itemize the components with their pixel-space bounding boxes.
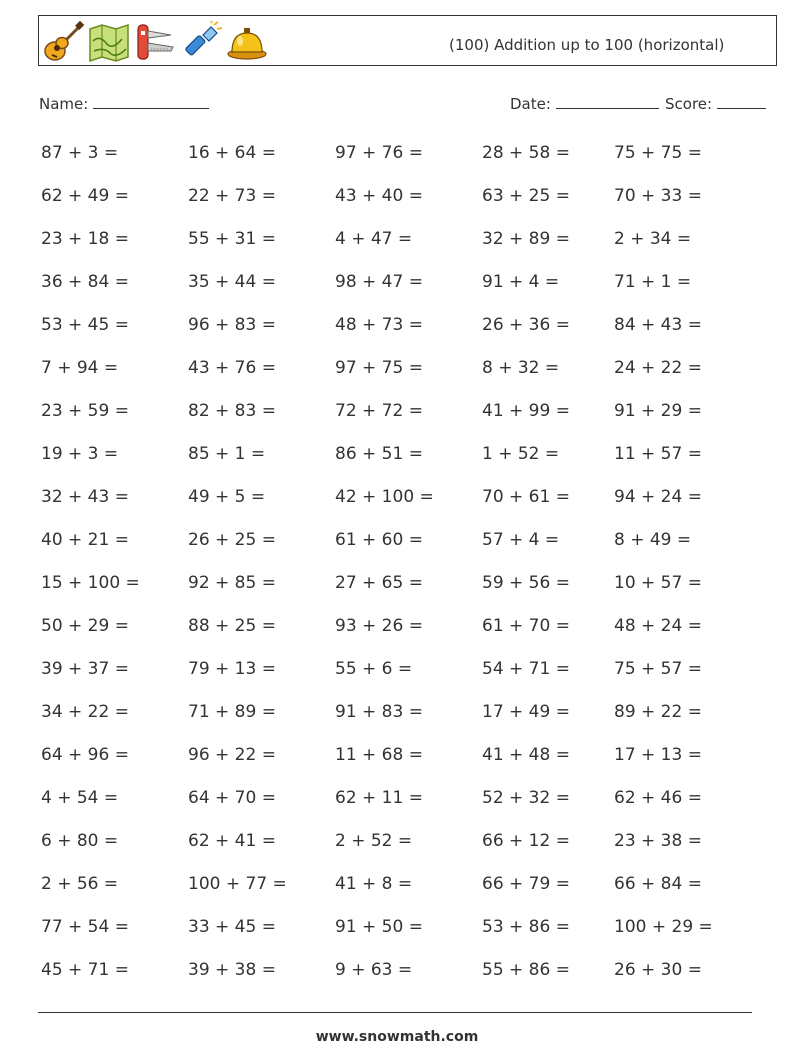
problem-item: 64 + 70 =	[188, 788, 276, 808]
problem-item: 96 + 22 =	[188, 745, 276, 765]
problem-item: 54 + 71 =	[482, 659, 570, 679]
problem-item: 24 + 22 =	[614, 358, 702, 378]
problem-item: 8 + 49 =	[614, 530, 692, 550]
problem-item: 98 + 47 =	[335, 272, 423, 292]
problem-item: 61 + 60 =	[335, 530, 423, 550]
problem-item: 41 + 8 =	[335, 874, 413, 894]
problem-item: 10 + 57 =	[614, 573, 702, 593]
problem-item: 9 + 63 =	[335, 960, 413, 980]
problem-item: 92 + 85 =	[188, 573, 276, 593]
guitar-icon	[43, 21, 85, 63]
problem-item: 2 + 56 =	[41, 874, 119, 894]
problem-item: 91 + 4 =	[482, 272, 560, 292]
worksheet-title: (100) Addition up to 100 (horizontal)	[449, 36, 725, 54]
problem-item: 62 + 46 =	[614, 788, 702, 808]
problem-item: 55 + 86 =	[482, 960, 570, 980]
problem-item: 41 + 48 =	[482, 745, 570, 765]
problem-item: 93 + 26 =	[335, 616, 423, 636]
problem-item: 48 + 24 =	[614, 616, 702, 636]
problem-item: 57 + 4 =	[482, 530, 560, 550]
problem-item: 23 + 38 =	[614, 831, 702, 851]
problem-item: 35 + 44 =	[188, 272, 276, 292]
problem-item: 71 + 1 =	[614, 272, 692, 292]
problem-item: 55 + 31 =	[188, 229, 276, 249]
problem-item: 91 + 29 =	[614, 401, 702, 421]
footer-divider	[38, 1012, 752, 1013]
problem-item: 17 + 13 =	[614, 745, 702, 765]
problem-item: 64 + 96 =	[41, 745, 129, 765]
problem-item: 7 + 94 =	[41, 358, 119, 378]
problem-item: 50 + 29 =	[41, 616, 129, 636]
problem-item: 39 + 38 =	[188, 960, 276, 980]
score-label: Score:	[665, 95, 713, 113]
problem-item: 23 + 18 =	[41, 229, 129, 249]
name-field	[39, 94, 209, 113]
problem-item: 11 + 57 =	[614, 444, 702, 464]
problem-item: 11 + 68 =	[335, 745, 423, 765]
problem-item: 4 + 54 =	[41, 788, 119, 808]
problem-item: 84 + 43 =	[614, 315, 702, 335]
problem-item: 49 + 5 =	[188, 487, 266, 507]
problem-item: 39 + 37 =	[41, 659, 129, 679]
problem-item: 59 + 56 =	[482, 573, 570, 593]
problem-item: 91 + 83 =	[335, 702, 423, 722]
problem-item: 22 + 73 =	[188, 186, 276, 206]
problem-item: 32 + 43 =	[41, 487, 129, 507]
problem-item: 66 + 79 =	[482, 874, 570, 894]
problem-item: 45 + 71 =	[41, 960, 129, 980]
problem-item: 87 + 3 =	[41, 143, 119, 163]
problem-item: 63 + 25 =	[482, 186, 570, 206]
bell-icon	[226, 21, 268, 63]
problem-item: 43 + 40 =	[335, 186, 423, 206]
flashlight-icon	[181, 21, 223, 63]
header-box	[38, 15, 777, 66]
problem-item: 70 + 33 =	[614, 186, 702, 206]
problem-item: 86 + 51 =	[335, 444, 423, 464]
problem-item: 55 + 6 =	[335, 659, 413, 679]
problem-item: 1 + 52 =	[482, 444, 560, 464]
problem-item: 89 + 22 =	[614, 702, 702, 722]
score-line[interactable]	[717, 94, 766, 109]
problem-item: 97 + 75 =	[335, 358, 423, 378]
problem-item: 8 + 32 =	[482, 358, 560, 378]
problem-item: 26 + 25 =	[188, 530, 276, 550]
problem-item: 88 + 25 =	[188, 616, 276, 636]
problem-item: 77 + 54 =	[41, 917, 129, 937]
problem-item: 43 + 76 =	[188, 358, 276, 378]
problem-item: 53 + 86 =	[482, 917, 570, 937]
problem-item: 48 + 73 =	[335, 315, 423, 335]
problem-item: 36 + 84 =	[41, 272, 129, 292]
pocket-knife-icon	[135, 21, 177, 63]
name-label: Name:	[39, 95, 89, 113]
date-line[interactable]	[556, 94, 659, 109]
problem-item: 91 + 50 =	[335, 917, 423, 937]
problem-item: 100 + 29 =	[614, 917, 713, 937]
problem-item: 62 + 41 =	[188, 831, 276, 851]
problem-item: 62 + 11 =	[335, 788, 423, 808]
map-icon	[88, 21, 130, 63]
problem-item: 40 + 21 =	[41, 530, 129, 550]
problem-item: 53 + 45 =	[41, 315, 129, 335]
problem-item: 66 + 84 =	[614, 874, 702, 894]
problem-item: 27 + 65 =	[335, 573, 423, 593]
problem-item: 96 + 83 =	[188, 315, 276, 335]
problem-item: 61 + 70 =	[482, 616, 570, 636]
problem-item: 82 + 83 =	[188, 401, 276, 421]
problem-item: 19 + 3 =	[41, 444, 119, 464]
problem-item: 94 + 24 =	[614, 487, 702, 507]
problem-item: 97 + 76 =	[335, 143, 423, 163]
problem-item: 2 + 34 =	[614, 229, 692, 249]
footer-website: www.snowmath.com	[315, 1029, 479, 1045]
problem-item: 100 + 77 =	[188, 874, 287, 894]
problem-item: 85 + 1 =	[188, 444, 266, 464]
problem-item: 42 + 100 =	[335, 487, 434, 507]
problem-item: 15 + 100 =	[41, 573, 140, 593]
name-line[interactable]	[93, 94, 209, 109]
problem-item: 72 + 72 =	[335, 401, 423, 421]
problem-item: 2 + 52 =	[335, 831, 413, 851]
problem-item: 66 + 12 =	[482, 831, 570, 851]
problem-item: 32 + 89 =	[482, 229, 570, 249]
problem-item: 23 + 59 =	[41, 401, 129, 421]
problem-item: 75 + 75 =	[614, 143, 702, 163]
problem-item: 71 + 89 =	[188, 702, 276, 722]
problem-item: 70 + 61 =	[482, 487, 570, 507]
problem-item: 79 + 13 =	[188, 659, 276, 679]
problem-item: 52 + 32 =	[482, 788, 570, 808]
problem-item: 75 + 57 =	[614, 659, 702, 679]
problem-item: 26 + 36 =	[482, 315, 570, 335]
date-label: Date:	[510, 95, 551, 113]
problem-item: 17 + 49 =	[482, 702, 570, 722]
score-field	[665, 94, 766, 113]
problem-item: 4 + 47 =	[335, 229, 413, 249]
problem-item: 33 + 45 =	[188, 917, 276, 937]
problem-item: 26 + 30 =	[614, 960, 702, 980]
problem-item: 41 + 99 =	[482, 401, 570, 421]
problem-item: 16 + 64 =	[188, 143, 276, 163]
problem-item: 6 + 80 =	[41, 831, 119, 851]
problem-item: 34 + 22 =	[41, 702, 129, 722]
problem-item: 62 + 49 =	[41, 186, 129, 206]
date-field	[510, 94, 659, 113]
problem-item: 28 + 58 =	[482, 143, 570, 163]
